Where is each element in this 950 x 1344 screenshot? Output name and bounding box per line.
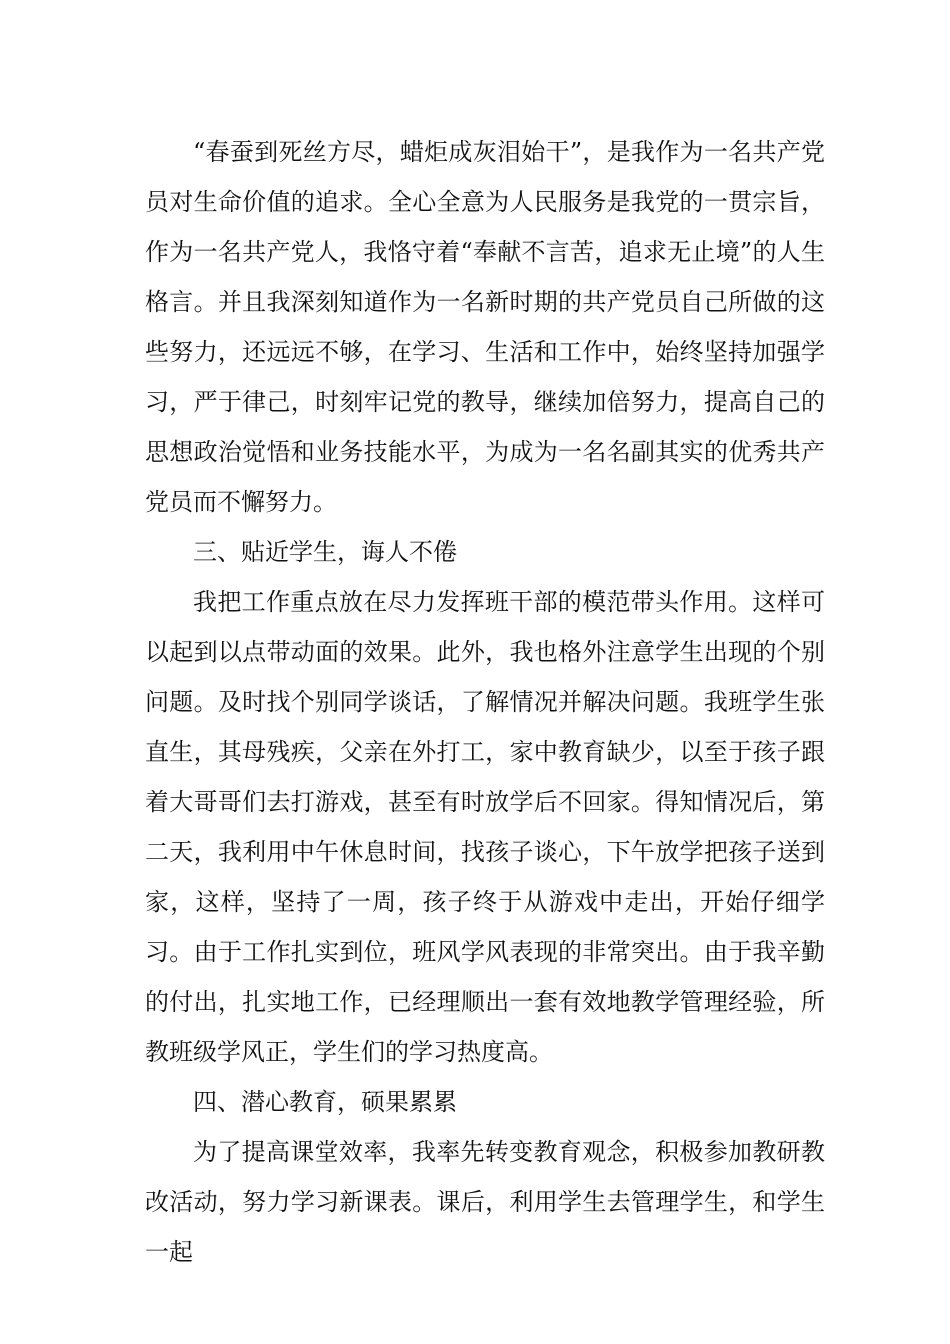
section-heading-4: 四、潜心教育，硕果累累 xyxy=(193,1088,457,1116)
paragraph-teaching: 为了提高课堂效率，我率先转变教育观念，积极参加教研教改活动，努力学习新课表。课后，利用学生去管理学生，和学生一起 xyxy=(145,1138,825,1266)
paragraph-students: 我把工作重点放在尽力发挥班干部的模范带头作用。这样可以起到以点带动面的效果。此外，我也格外注意学生出现的个别问题。及时找个别同学谈话，了解情况并解决问题。我班学生张直生，其母残疾，父亲在外打工，家中教育缺少，以至于孩子跟着大哥哥们去打游戏，甚至有时放学后不回家。得知情况后，第二天，我利用中午休息时间，找孩子谈心，下午放学把孩子送到家，这样，坚持了一周，孩子终于从游戏中走出，开始仔细学习。由于工作扎实到位，班风学风表现的非常突出。由于我辛勤的付出，扎实地工作，已经理顺出一套有效地教学管理经验，所教班级学风正，学生们的学习热度高。 xyxy=(145,588,825,1066)
paragraph-dedication: “春蚕到死丝方尽，蜡炬成灰泪始干”，是我作为一名共产党员对生命价值的追求。全心全意为人民服务是我党的一贯宗旨，作为一名共产党人，我恪守着“奉献不言苦，追求无止境”的人生格言。并且我深刻知道作为一名新时期的共产党员自己所做的这些努力，还远远不够，在学习、生活和工作中，始终坚持加强学习，严于律己，时刻牢记党的教导，继续加倍努力，提高自己的思想政治觉悟和业务技能水平，为成为一名名副其实的优秀共产党员而不懈努力。 xyxy=(145,138,825,516)
section-heading-3: 三、贴近学生，诲人不倦 xyxy=(193,538,457,566)
document-body xyxy=(145,127,825,1277)
